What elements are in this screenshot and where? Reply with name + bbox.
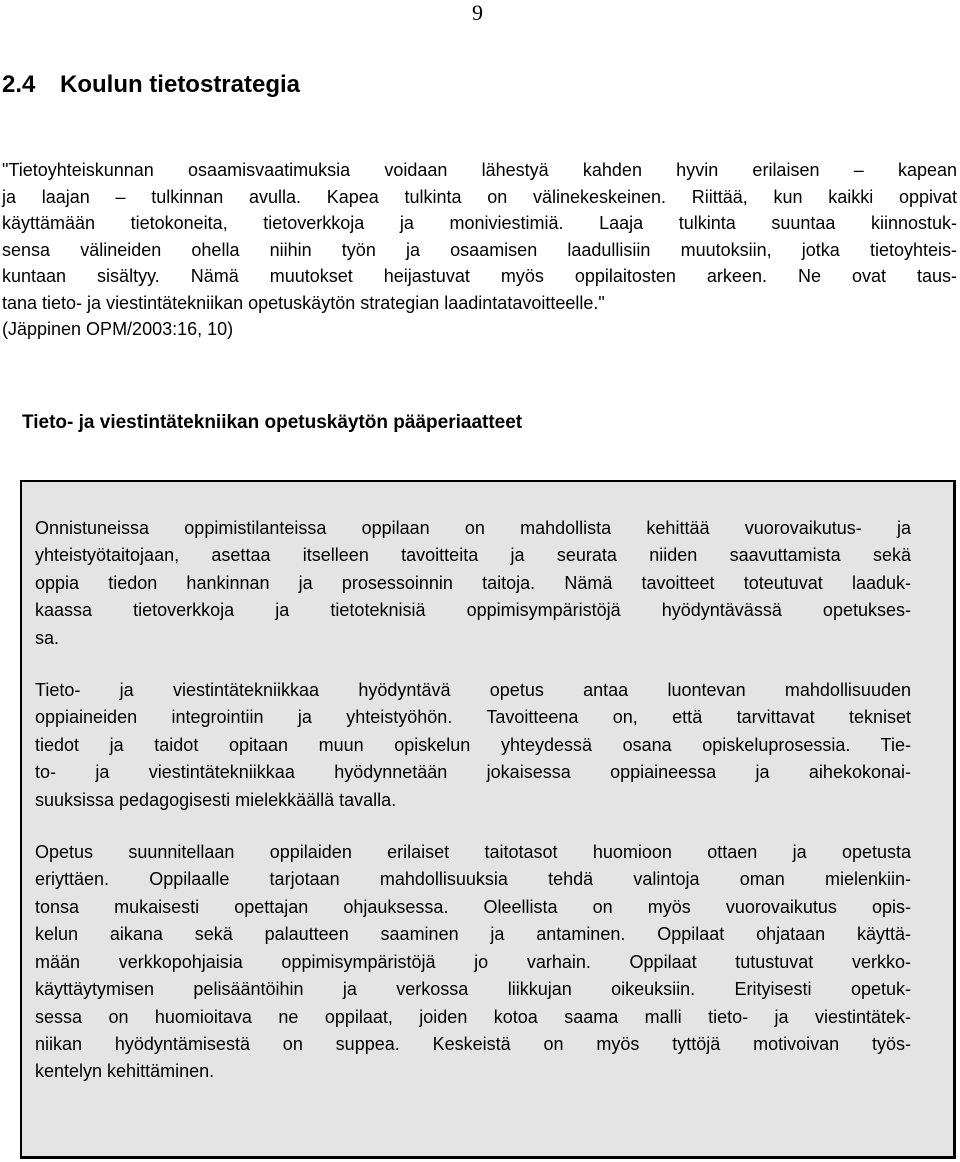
quote-line: "Tietoyhteiskunnan osaamisvaatimuksia voidaan lähestyä kahden hyvin erilaisen – kapean (2, 160, 957, 180)
paragraph-line: sa. (35, 627, 60, 648)
section-heading (2, 70, 300, 100)
principles-paragraph-3 (35, 839, 911, 1086)
quote-line: tana tieto- ja viestintätekniikan opetuskäytön strategian laadintatavoitteelle." (2, 292, 605, 313)
paragraph-line: kaassa tietoverkkoja ja tietoteknisiä oppimisympäristöjä hyödyntävässä opetukses- (35, 600, 911, 621)
paragraph-line: Onnistuneissa oppimistilanteissa oppilaan on mahdollista kehittää vuorovaikutus- ja (35, 518, 911, 538)
section-number: 2.4 (2, 71, 36, 98)
paragraph-line: oppiaineiden integrointiin ja yhteistyöhön. Tavoitteena on, että tarvittavat tekniset (35, 707, 911, 728)
principles-content (35, 515, 911, 1111)
principles-paragraph-2 (35, 677, 911, 814)
principles-paragraph-1 (35, 515, 911, 652)
paragraph-line: Opetus suunnitellaan oppilaiden erilaiset taitotasot huomioon ottaen ja opetusta (35, 842, 911, 863)
quote-line: sensa välineiden ohella niihin työn ja osaamisen laadullisiin muutoksiin, jotka tietoyhteis- (2, 239, 957, 260)
page-number: 9 (472, 0, 483, 25)
paragraph-line: niikan hyödyntämisestä on suppea. Keskeistä on myös tyttöjä motivoivan työs- (35, 1033, 911, 1054)
quote-line: ja laajan – tulkinnan avulla. Kapea tulkinta on välinekeskeinen. Riittää, kun kaikki oppivat (2, 186, 957, 207)
quote-line: käyttämään tietokoneita, tietoverkkoja ja moniviestimiä. Laaja tulkinta suuntaa kiinnostuk- (2, 213, 957, 233)
quote-citation: (Jäppinen OPM/2003:16, 10) (2, 319, 234, 339)
paragraph-line: to- ja viestintätekniikkaa hyödynnetään jokaisessa oppiaineessa ja aihekokonai- (35, 762, 911, 783)
paragraph-line: tiedot ja taidot opitaan muun opiskelun yhteydessä osana opiskeluprosessia. Tie- (35, 734, 911, 755)
quote-paragraph (2, 157, 957, 343)
paragraph-line: yhteistyötaitojaan, asettaa itselleen tavoitteita ja seurata niiden saavuttamista sekä (35, 545, 911, 566)
paragraph-line: mään verkkopohjaisia oppimisympäristöjä jo varhain. Oppilaat tutustuvat verkko- (35, 951, 911, 972)
paragraph-line: sessa on huomioitava ne oppilaat, joiden kotoa saama malli tieto- ja viestintätek- (35, 1006, 911, 1027)
paragraph-line: oppia tiedon hankinnan ja prosessoinnin taitoja. Nämä tavoitteet toteutuvat laaduk- (35, 572, 911, 593)
quote-line: kuntaan sisältyy. Nämä muutokset heijastuvat myös oppilaitosten arkeen. Ne ovat taus- (2, 266, 957, 286)
paragraph-line: tonsa mukaisesti opettajan ohjauksessa. Oleellista on myös vuorovaikutus opis- (35, 896, 911, 917)
paragraph-line: eriyttäen. Oppilaalle tarjotaan mahdollisuuksia tehdä valintoja oman mielenkiin- (35, 869, 911, 890)
paragraph-line: kentelyn kehittäminen. (35, 1061, 215, 1082)
section-title: Koulun tietostrategia (60, 71, 301, 98)
paragraph-line: Tieto- ja viestintätekniikkaa hyödyntävä opetus antaa luontevan mahdollisuuden (35, 680, 911, 701)
principles-heading: Tieto- ja viestintätekniikan opetuskäytön pääperiaatteet (22, 412, 523, 433)
principles-box (20, 480, 956, 1159)
paragraph-line: kelun aikana sekä palautteen saaminen ja antaminen. Oppilaat ohjataan käyttä- (35, 924, 911, 945)
paragraph-line: suuksissa pedagogisesti mielekkäällä tavalla. (35, 789, 397, 810)
paragraph-line: käyttäytymisen pelisääntöihin ja verkossa liikkujan oikeuksiin. Erityisesti opetuk- (35, 979, 911, 1000)
